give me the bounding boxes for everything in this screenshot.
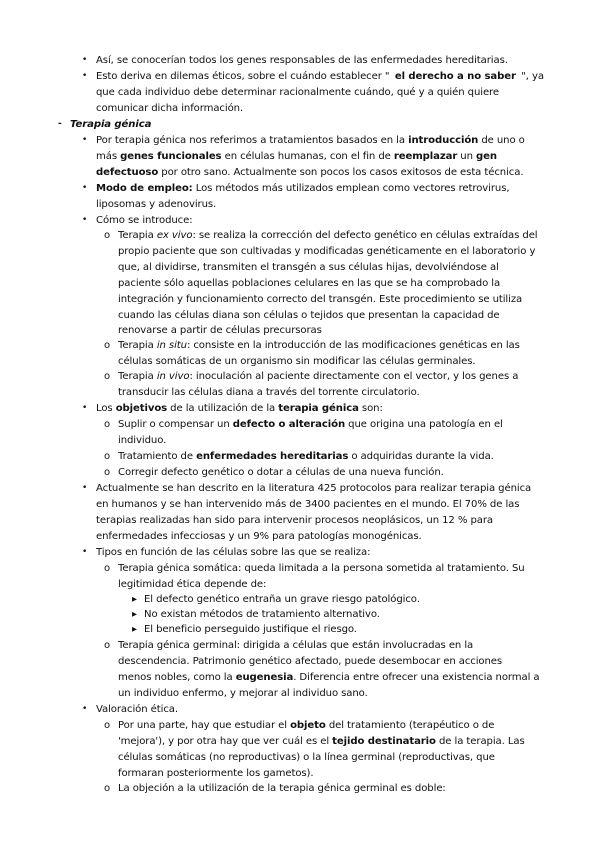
paragraph-line: Modo de empleo: Los métodos más utilizados emplean como vectores retrovirus, xyxy=(96,183,510,194)
bullet-marker: • xyxy=(82,71,88,81)
paragraph-line: El beneficio perseguido justifique el riesgo. xyxy=(144,624,357,635)
paragraph-line: renovarse a partir de células precursoras xyxy=(118,325,322,336)
circle-bullet: o xyxy=(104,720,111,731)
paragraph-line: La objeción a la utilización de la terapia génica germinal es doble: xyxy=(118,783,446,794)
paragraph-line: Terapia in vivo: inoculación al paciente directamente con el vector, y los genes a xyxy=(118,371,519,382)
circle-bullet: o xyxy=(104,371,111,382)
paragraph-line: Tratamiento de enfermedades hereditarias o adquiridas durante la vida. xyxy=(118,451,494,462)
paragraph-line: individuo. xyxy=(118,435,167,446)
paragraph-line: Los objetivos de la utilización de la terapia génica son: xyxy=(96,403,383,414)
paragraph-line: terapias realizadas han sido para intervenir procesos neoplásicos, un 12 % para xyxy=(96,515,493,526)
paragraph-line: más genes funcionales en células humanas, con el fin de reemplazar un gen xyxy=(96,151,497,162)
paragraph-line: transducir las células diana a través del torrente circulatorio. xyxy=(118,387,420,398)
bullet-marker: • xyxy=(82,704,88,714)
paragraph-line: legitimidad ética depende de: xyxy=(118,579,267,590)
paragraph-line: enfermedades infecciosas y un 9% para patologías monogénicas. xyxy=(96,531,422,542)
circle-bullet: o xyxy=(104,230,111,241)
paragraph-line: Corregir defecto genético o dotar a células de una nueva función. xyxy=(118,467,444,478)
bullet-marker: • xyxy=(82,183,88,193)
bullet-marker: • xyxy=(82,547,88,557)
bullet-marker: • xyxy=(82,135,88,145)
circle-bullet: o xyxy=(104,340,111,351)
circle-bullet: o xyxy=(104,451,111,462)
paragraph-line: que, al dividirse, transmiten el transgén a sus células hijas, devolviéndose al xyxy=(118,262,499,273)
paragraph-line: células somáticas de un organismo sin modificar las células germinales. xyxy=(118,356,476,367)
paragraph-line: un individuo enfermo, y mejorar al individuo sano. xyxy=(118,688,368,699)
paragraph-line: en humanos y se han intervenido más de 3400 pacientes en el mundo. El 70% de las xyxy=(96,499,520,510)
paragraph-line: 'mejora'), y por otra hay que ver cuál es el tejido destinatario de la terapia. Las xyxy=(118,736,525,747)
circle-bullet: o xyxy=(104,467,111,478)
triangle-bullet: ▶ xyxy=(132,610,137,618)
bullet-marker: • xyxy=(82,403,88,413)
paragraph-line: Terapia ex vivo: se realiza la corrección del defecto genético en células extraídas del xyxy=(118,230,538,241)
paragraph-line: que cada individuo debe determinar racionalmente cuándo, qué y a quién quiere xyxy=(96,87,499,98)
paragraph-line: descendencia. Patrimonio genético afectado, puede desembocar en acciones xyxy=(118,656,503,667)
paragraph-line: paciente sólo aquellas poblaciones celulares en las que se ha comprobado la xyxy=(118,278,501,289)
paragraph-line: defectuoso por otro sano. Actualmente son pocos los casos exitosos de esta técnica. xyxy=(96,167,524,178)
paragraph-line: Cómo se introduce: xyxy=(96,215,193,226)
circle-bullet: o xyxy=(104,419,111,430)
bullet-marker: • xyxy=(82,55,88,65)
paragraph-line: Suplir o compensar un defecto o alteración que origina una patología en el xyxy=(118,419,503,430)
paragraph-line: Terapia génica germinal: dirigida a células que están involucradas en la xyxy=(118,640,474,651)
bullet-marker: • xyxy=(82,483,88,493)
paragraph-line: Terapia génica somática: queda limitada a la persona sometida al tratamiento. Su xyxy=(118,563,525,574)
paragraph-line: Por terapia génica nos referimos a tratamientos basados en la introducción de uno o xyxy=(96,135,525,146)
paragraph-line: Por una parte, hay que estudiar el objeto del tratamiento (terapéutico o de xyxy=(118,720,495,731)
paragraph-line: Así, se conocerían todos los genes responsables de las enfermedades hereditarias. xyxy=(96,55,508,66)
paragraph-line: formaran posteriormente los gametos). xyxy=(118,768,314,779)
paragraph-line: Valoración ética. xyxy=(96,704,178,715)
section-heading: Terapia génica xyxy=(70,119,152,130)
circle-bullet: o xyxy=(104,563,111,574)
paragraph-line: células somáticas (no reproductivas) o la línea germinal (reproductivas, que xyxy=(118,752,495,763)
paragraph-line: Esto deriva en dilemas éticos, sobre el cuándo establecer " el derecho a no saber ", ya xyxy=(96,71,544,82)
circle-bullet: o xyxy=(104,640,111,651)
paragraph-line: cuando las células diana son células o tejidos que presentan la capacidad de xyxy=(118,310,500,321)
bullet-marker: • xyxy=(82,215,88,225)
dash-marker: - xyxy=(58,119,62,129)
circle-bullet: o xyxy=(104,783,111,794)
triangle-bullet: ▶ xyxy=(132,625,137,633)
paragraph-line: Terapia in situ: consiste en la introducción de las modificaciones genéticas en las xyxy=(118,340,520,351)
paragraph-line: Actualmente se han descrito en la literatura 425 protocolos para realizar terapia génica xyxy=(96,483,532,494)
paragraph-line: integración y funcionamiento correcto del transgén. Este procedimiento se utiliza xyxy=(118,294,523,305)
paragraph-line: liposomas y adenovirus. xyxy=(96,199,217,210)
paragraph-line: Tipos en función de las células sobre las que se realiza: xyxy=(96,547,371,558)
paragraph-line: propio paciente que son cultivadas y modificadas genéticamente en el laboratorio y xyxy=(118,246,536,257)
paragraph-line: El defecto genético entraña un grave riesgo patológico. xyxy=(144,594,420,605)
triangle-bullet: ▶ xyxy=(132,595,137,603)
paragraph-line: No existan métodos de tratamiento alternativo. xyxy=(144,609,380,620)
paragraph-line: menos nobles, como la eugenesia. Diferencia entre ofrecer una existencia normal a xyxy=(118,672,540,683)
paragraph-line: comunicar dicha información. xyxy=(96,103,244,114)
